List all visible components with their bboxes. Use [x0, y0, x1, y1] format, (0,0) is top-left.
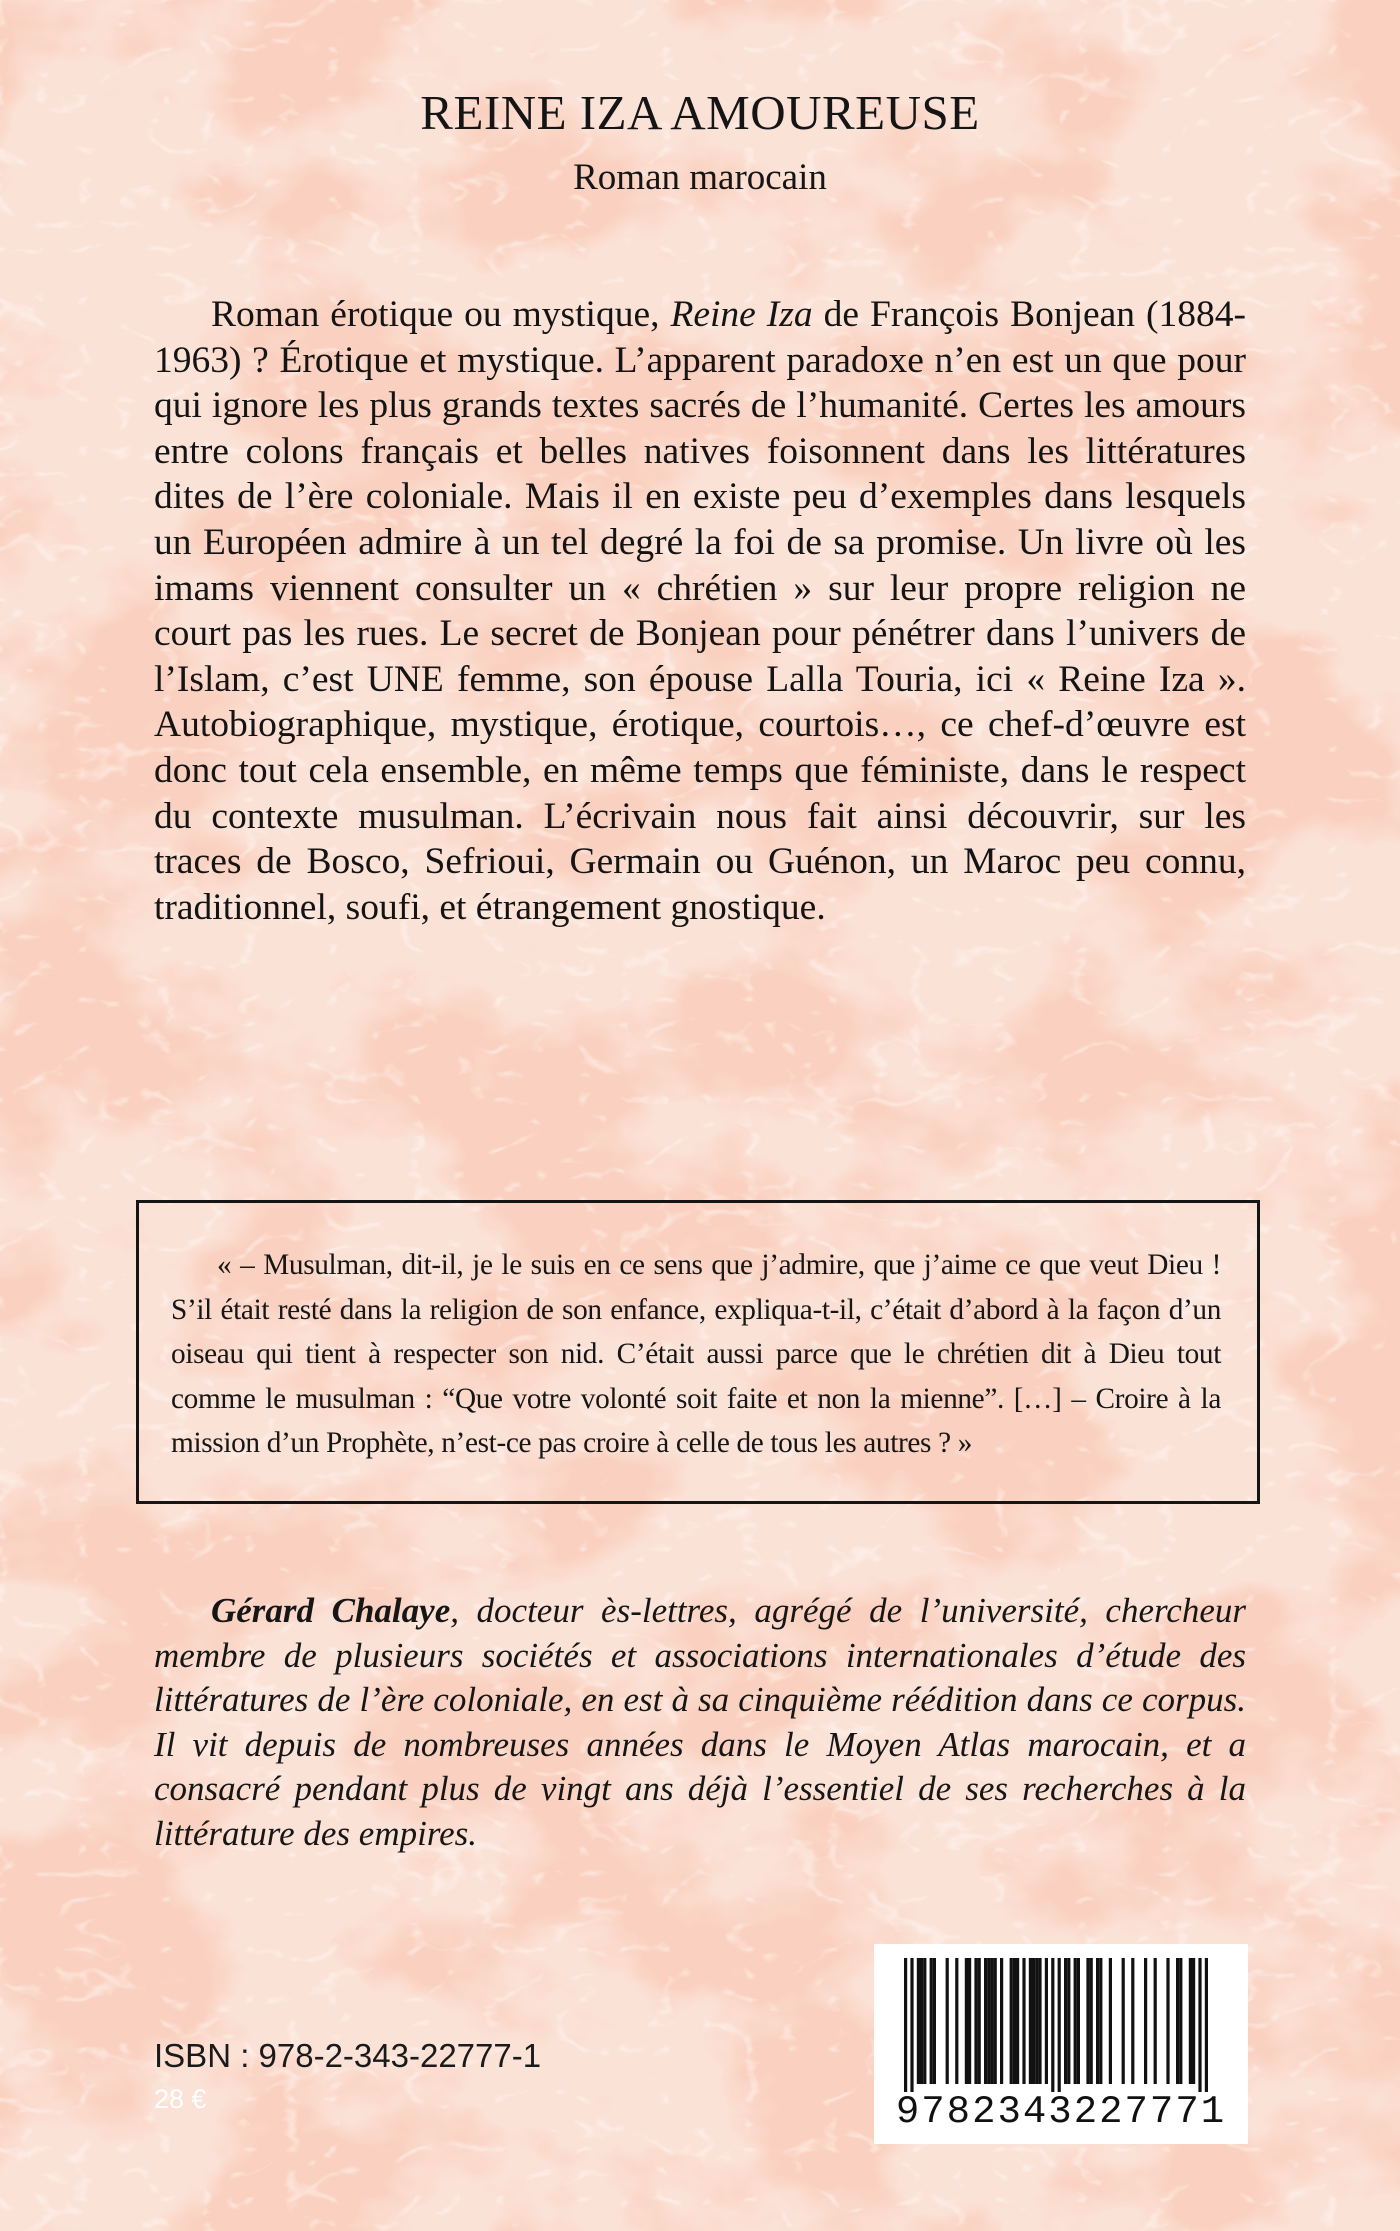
barcode-bar [1086, 1958, 1089, 2084]
barcode-bar [994, 1958, 997, 2084]
barcode-bar [1192, 1958, 1195, 2084]
quote-box [136, 1200, 1260, 1504]
barcode-bars [874, 1944, 1248, 2094]
barcode-bar [1205, 1958, 1208, 2092]
barcode-bar [1096, 1958, 1099, 2084]
barcode-bar [910, 1958, 913, 2092]
barcode-bar [1176, 1958, 1179, 2084]
barcode-bar [930, 1958, 933, 2084]
barcode [874, 1944, 1248, 2144]
barcode-bar [984, 1958, 987, 2084]
barcode-bar [990, 1958, 993, 2084]
author-bio [154, 1589, 1246, 1857]
barcode-bar [904, 1958, 907, 2092]
blurb-italic-title: Reine Iza [670, 294, 813, 335]
barcode-bar [1131, 1958, 1134, 2084]
barcode-bar [1010, 1958, 1013, 2084]
barcode-bar [1198, 1958, 1201, 2092]
book-subtitle: Roman marocain [573, 157, 827, 198]
barcode-bar [1067, 1958, 1070, 2084]
barcode-bar [1000, 1958, 1003, 2084]
barcode-bar [1166, 1958, 1169, 2084]
barcode-bar [1064, 1958, 1067, 2084]
price: 28 € [154, 2084, 207, 2114]
barcode-bar [965, 1958, 968, 2084]
barcode-bar [1122, 1958, 1125, 2084]
barcode-bar [1013, 1958, 1016, 2084]
barcode-bar [1189, 1958, 1192, 2084]
barcode-bar [1016, 1958, 1019, 2084]
barcode-bar [1179, 1958, 1182, 2084]
barcode-bar [955, 1958, 958, 2084]
barcode-bar [1074, 1958, 1077, 2084]
barcode-bar [1035, 1958, 1038, 2084]
barcode-bar [917, 1958, 920, 2084]
barcode-bar [1154, 1958, 1157, 2084]
back-cover-blurb [154, 292, 1246, 930]
barcode-bar [933, 1958, 936, 2084]
barcode-bar [974, 1958, 977, 2084]
barcode-bar [1090, 1958, 1093, 2084]
blurb-text-start: Roman érotique ou mystique, [211, 294, 671, 335]
barcode-bar [1058, 1958, 1061, 2092]
barcode-bar [1032, 1958, 1035, 2084]
author-bio-text: , docteur ès-lettres, agrégé de l’université, chercheur membre de plusieurs sociétés et associations internationales d’étude des littératures de l’ère coloniale, en est à sa cinquième réédition dans ce corpus. Il vit depuis de nombreuses années dans le Moyen Atlas marocain, et a consacré pendant plus de vingt ans déjà l’essentiel de ses recherches à la littérature des empires. [154, 1591, 1246, 1853]
barcode-bar [1038, 1958, 1041, 2084]
barcode-bar [1022, 1958, 1025, 2084]
barcode-bar [920, 1958, 923, 2084]
barcode-bar [923, 1958, 926, 2084]
isbn: ISBN : 978-2-343-22777-1 [154, 2037, 542, 2074]
barcode-bar [946, 1958, 949, 2084]
barcode-bar [1051, 1958, 1054, 2092]
barcode-bar [968, 1958, 971, 2084]
barcode-bar [1144, 1958, 1147, 2084]
book-title: REINE IZA AMOUREUSE [420, 85, 980, 140]
barcode-bar [1099, 1958, 1102, 2084]
author-name: Gérard Chalaye [211, 1591, 451, 1630]
barcode-bar [1045, 1958, 1048, 2084]
quote-text: « – Musulman, dit-il, je le suis en ce sens que j’admire, que j’aime ce que veut Dieu ! S’il était resté dans la religion de son enfance, expliqua-t-il, c’était d’abord à la façon d’un oiseau qui tient à respecter son nid. C’était aussi parce que le chrétien dit à Dieu tout comme le musulman : “Que votre volonté soit faite et non la mienne”. […] – Croire à la mission d’un Prophète, n’est-ce pas croire à celle de tous les autres ? » [171, 1249, 1221, 1460]
barcode-bar [1109, 1958, 1112, 2084]
barcode-bar [1029, 1958, 1032, 2084]
blurb-text-rest: de François Bonjean (1884-1963) ? Érotique et mystique. L’apparent paradoxe n’en est un que pour qui ignore les plus grands textes sacrés de l’humanité. Certes les amours entre colons français et belles natives foisonnent dans les littératures dites de l’ère coloniale. Mais il en existe peu d’exemples dans lesquels un Européen admire à un tel degré la foi de sa promise. Un livre où les imams viennent consulter un « chrétien » sur leur propre religion ne court pas les rues. Le secret de Bonjean pour pénétrer dans l’univers de l’Islam, c’est UNE femme, son épouse Lalla Touria, ici « Reine Iza ». Autobiographique, mystique, érotique, courtois…, ce chef-d’œuvre est donc tout cela ensemble, en même temps que féministe, dans le respect du contexte musulman. L’écrivain nous fait ainsi découvrir, sur les traces de Bosco, Sefrioui, Germain ou Guénon, un Maroc peu connu, traditionnel, soufi, et étrangement gnostique. [154, 294, 1246, 928]
barcode-bar [987, 1958, 990, 2084]
barcode-digits: 9782343227771 [895, 2090, 1227, 2134]
barcode-bar [978, 1958, 981, 2084]
barcode-bar [1077, 1958, 1080, 2084]
